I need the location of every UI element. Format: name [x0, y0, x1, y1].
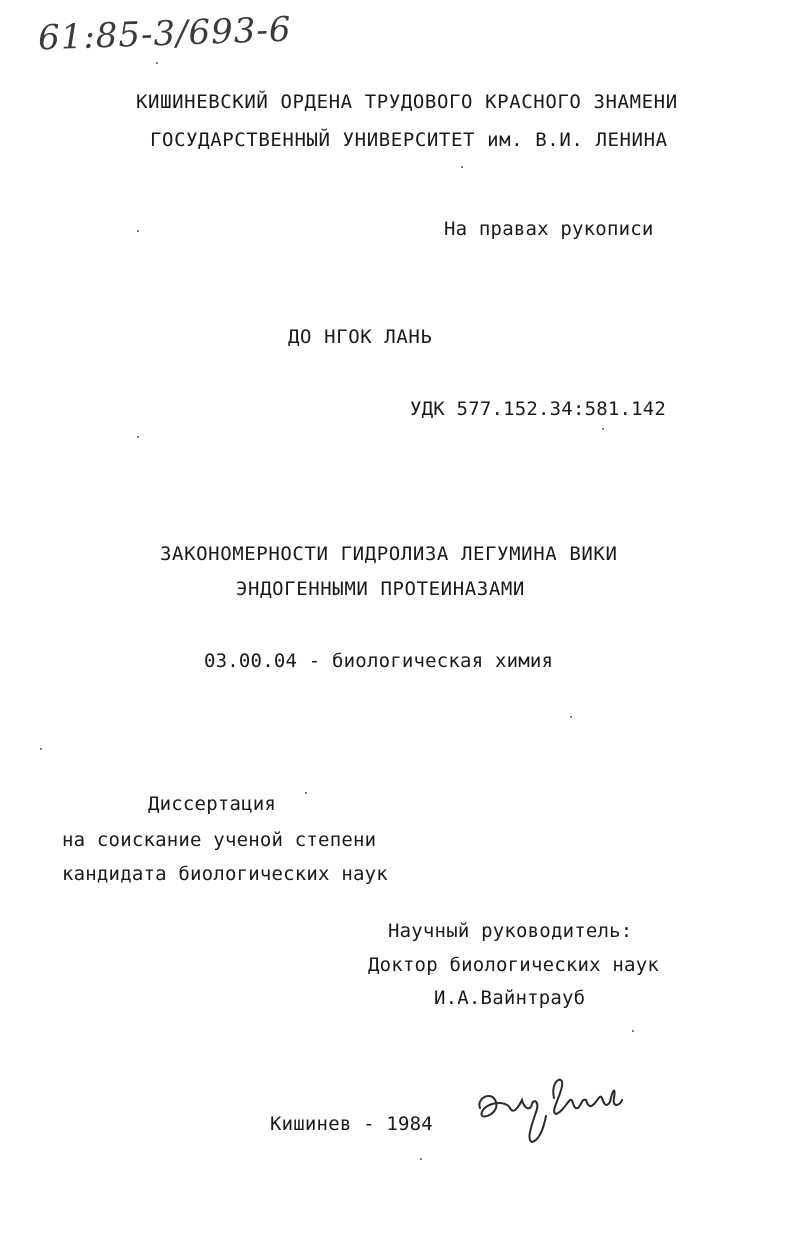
- manuscript-rights-note: На правах рукописи: [444, 218, 654, 240]
- specialty-code: 03.00.04 - биологическая химия: [204, 650, 554, 672]
- scan-speck: [156, 62, 158, 64]
- udk-code: УДК 577.152.34:581.142: [410, 398, 667, 420]
- scan-speck: [305, 792, 307, 794]
- scan-speck: [137, 230, 139, 232]
- supervisor-name: И.А.Вайнтрауб: [434, 987, 586, 1009]
- supervisor-degree: Доктор биологических наук: [368, 954, 659, 976]
- scan-speck: [420, 1158, 422, 1160]
- place-and-year: Кишинев - 1984: [270, 1113, 433, 1135]
- degree-line-1: на соискание ученой степени: [62, 829, 377, 851]
- dissertation-title-line-1: ЗАКОНОМЕРНОСТИ ГИДРОЛИЗА ЛЕГУМИНА ВИКИ: [160, 543, 618, 565]
- supervisor-label: Научный руководитель:: [388, 920, 633, 942]
- dissertation-title-line-2: ЭНДОГЕННЫМИ ПРОТЕИНАЗАМИ: [236, 578, 525, 600]
- author-name: ДО НГОК ЛАНЬ: [288, 326, 433, 348]
- archive-handwritten-number: 61:85-3/693-6: [37, 9, 293, 59]
- degree-line-2: кандидата биологических наук: [62, 863, 388, 885]
- scan-speck: [137, 436, 139, 438]
- dissertation-label: Диссертация: [148, 793, 277, 815]
- scan-speck: [461, 166, 463, 168]
- scan-speck: [602, 428, 604, 430]
- institution-line-1: КИШИНЕВСКИЙ ОРДЕНА ТРУДОВОГО КРАСНОГО ЗНАМЕНИ: [136, 91, 678, 113]
- scan-speck: [632, 1030, 634, 1032]
- institution-line-2: ГОСУДАРСТВЕННЫЙ УНИВЕРСИТЕТ им. В.И. ЛЕНИНА: [150, 129, 668, 151]
- scan-speck: [570, 716, 572, 718]
- author-signature: [470, 1068, 630, 1148]
- scan-speck: [40, 748, 42, 750]
